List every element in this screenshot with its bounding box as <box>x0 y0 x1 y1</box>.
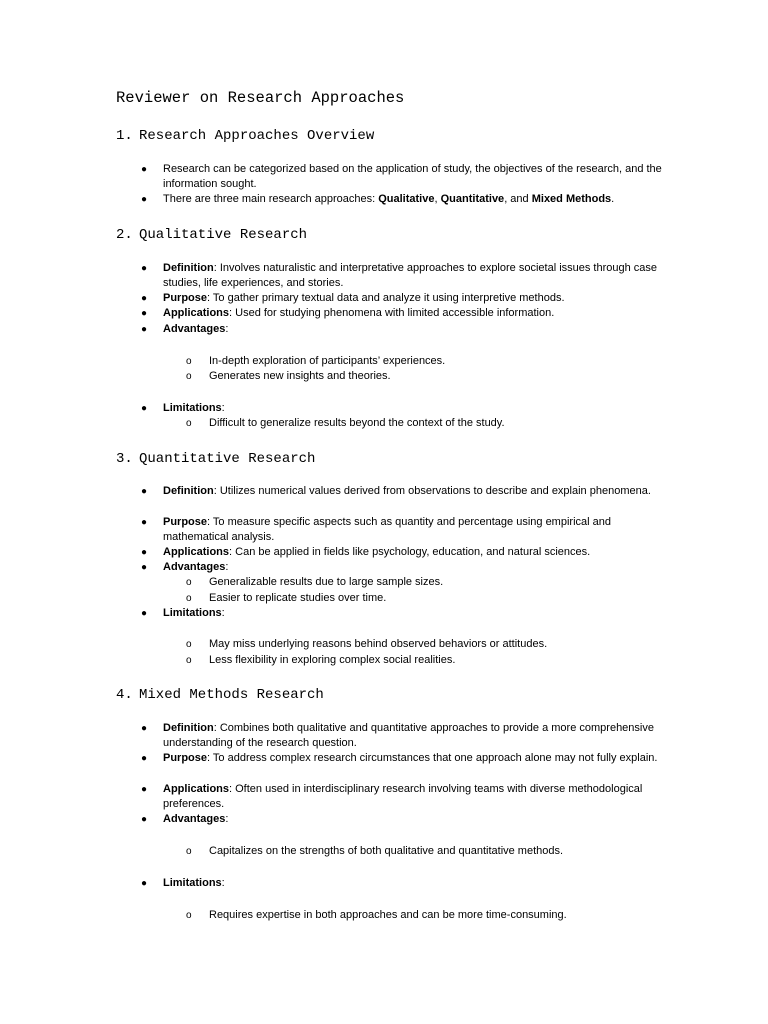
bullet-label: Limitations <box>163 877 222 889</box>
bullet-definition <box>141 721 663 751</box>
keyword-quantitative: Quantitative <box>440 193 505 205</box>
circle-bullet-icon: o <box>186 655 192 666</box>
bullet-text: : Often used in interdisciplinary research involving teams with diverse methodological preferences. <box>163 783 643 811</box>
document-title: Reviewer on Research Approaches <box>116 89 405 107</box>
sub-item <box>186 908 669 923</box>
sub-item-text: Capitalizes on the strengths of both qualitative and quantitative methods. <box>209 845 564 857</box>
circle-bullet-icon: o <box>186 846 192 857</box>
sub-item <box>186 354 669 369</box>
sub-item <box>186 844 669 859</box>
bullet-purpose <box>141 291 663 306</box>
bullet-definition <box>141 484 663 499</box>
bullet-text: Research can be categorized based on the application of study, the objectives of the research, and the information sought. <box>163 163 662 191</box>
bullet-purpose <box>141 751 663 766</box>
sub-item <box>186 653 669 668</box>
bullet-dot-icon: ● <box>141 263 148 274</box>
section-heading-quantitative <box>116 450 315 468</box>
sub-item <box>186 575 669 590</box>
bullet-text: : <box>225 561 229 573</box>
bullet-label: Purpose <box>163 516 208 528</box>
circle-bullet-icon: o <box>186 910 192 921</box>
bullet-text: : To address complex research circumstances that one approach alone may not fully explain. <box>207 752 658 764</box>
section-title: Quantitative Research <box>139 451 316 467</box>
bullet-label: Applications <box>163 783 230 795</box>
bullet-purpose <box>141 515 663 545</box>
sub-item-text: Less flexibility in exploring complex social realities. <box>209 654 456 666</box>
section-title: Research Approaches Overview <box>139 128 375 144</box>
bullet-dot-icon: ● <box>141 403 148 414</box>
bullet-dot-icon: ● <box>141 562 148 573</box>
sub-item-text: May miss underlying reasons behind observed behaviors or attitudes. <box>209 638 548 650</box>
section-title: Mixed Methods Research <box>139 687 324 703</box>
bullet-dot-icon: ● <box>141 547 148 558</box>
sub-item <box>186 369 669 384</box>
bullet-advantages <box>141 560 663 575</box>
bullet-text: : <box>225 323 229 335</box>
separator: , <box>434 193 441 205</box>
bullet-dot-icon: ● <box>141 784 148 795</box>
bullet-label: Advantages <box>163 561 226 573</box>
bullet-text: : <box>225 813 229 825</box>
section-number: 1. <box>116 128 133 144</box>
bullet-label: Advantages <box>163 323 226 335</box>
bullet-label: Applications <box>163 307 230 319</box>
section-number: 2. <box>116 227 133 243</box>
bullet-label: Purpose <box>163 292 208 304</box>
bullet-applications <box>141 306 663 321</box>
bullet-dot-icon: ● <box>141 308 148 319</box>
bullet-dot-icon: ● <box>141 723 148 734</box>
keyword-qualitative: Qualitative <box>378 193 435 205</box>
bullet-limitations <box>141 606 663 621</box>
bullet-applications <box>141 782 663 812</box>
bullet-label: Limitations <box>163 607 222 619</box>
bullet-text: : Utilizes numerical values derived from observations to describe and explain phenomena. <box>213 485 651 497</box>
bullet-dot-icon: ● <box>141 517 148 528</box>
section-number: 4. <box>116 687 133 703</box>
sub-item <box>186 416 669 431</box>
separator: . <box>611 193 615 205</box>
circle-bullet-icon: o <box>186 418 192 429</box>
bullet-text: : To gather primary textual data and analyze it using interpretive methods. <box>207 292 565 304</box>
sub-item-text: Generates new insights and theories. <box>209 370 391 382</box>
bullet-dot-icon: ● <box>141 814 148 825</box>
bullet-dot-icon: ● <box>141 486 148 497</box>
bullet-text: : Used for studying phenomena with limited accessible information. <box>229 307 555 319</box>
section-heading-qualitative <box>116 226 307 244</box>
bullet-dot-icon: ● <box>141 194 148 205</box>
sub-item-text: Generalizable results due to large sample sizes. <box>209 576 444 588</box>
sub-item-text: Easier to replicate studies over time. <box>209 592 387 604</box>
bullet-definition <box>141 261 663 291</box>
circle-bullet-icon: o <box>186 356 192 367</box>
sub-item <box>186 591 669 606</box>
sub-item <box>186 637 669 652</box>
bullet-label: Definition <box>163 485 214 497</box>
bullet-text: : Can be applied in fields like psychology, education, and natural sciences. <box>229 546 591 558</box>
bullet-label: Definition <box>163 722 214 734</box>
bullet-advantages <box>141 322 663 337</box>
keyword-mixed-methods: Mixed Methods <box>531 193 612 205</box>
bullet-dot-icon: ● <box>141 164 148 175</box>
bullet-text: : <box>221 402 225 414</box>
bullet-item <box>141 192 663 207</box>
bullet-label: Advantages <box>163 813 226 825</box>
bullet-text: : To measure specific aspects such as quantity and percentage using empirical and mathematical analysis. <box>163 516 611 544</box>
sub-item-text: Requires expertise in both approaches and can be more time-consuming. <box>209 909 567 921</box>
bullet-label: Limitations <box>163 402 222 414</box>
bullet-text: : <box>221 877 225 889</box>
bullet-dot-icon: ● <box>141 878 148 889</box>
bullet-dot-icon: ● <box>141 753 148 764</box>
circle-bullet-icon: o <box>186 371 192 382</box>
bullet-limitations <box>141 401 663 416</box>
circle-bullet-icon: o <box>186 593 192 604</box>
bullet-applications <box>141 545 663 560</box>
bullet-text: : Involves naturalistic and interpretative approaches to explore societal issues through case studies, life experiences, and stories. <box>163 262 658 290</box>
circle-bullet-icon: o <box>186 577 192 588</box>
circle-bullet-icon: o <box>186 639 192 650</box>
bullet-dot-icon: ● <box>141 293 148 304</box>
sub-item-text: Difficult to generalize results beyond the context of the study. <box>209 417 505 429</box>
sub-item-text: In-depth exploration of participants’ experiences. <box>209 355 446 367</box>
section-title: Qualitative Research <box>139 227 308 243</box>
bullet-limitations <box>141 876 663 891</box>
bullet-label: Applications <box>163 546 230 558</box>
bullet-text: : Combines both qualitative and quantitative approaches to provide a more comprehensive understanding of the research question. <box>163 722 654 750</box>
bullet-item <box>141 162 663 192</box>
separator: , and <box>504 193 532 205</box>
bullet-dot-icon: ● <box>141 608 148 619</box>
bullet-text: : <box>221 607 225 619</box>
bullet-label: Definition <box>163 262 214 274</box>
section-heading-overview <box>116 127 374 145</box>
bullet-label: Purpose <box>163 752 208 764</box>
bullet-text: There are three main research approaches: <box>163 193 379 205</box>
bullet-advantages <box>141 812 663 827</box>
bullet-dot-icon: ● <box>141 324 148 335</box>
section-number: 3. <box>116 451 133 467</box>
section-heading-mixed-methods <box>116 686 324 704</box>
